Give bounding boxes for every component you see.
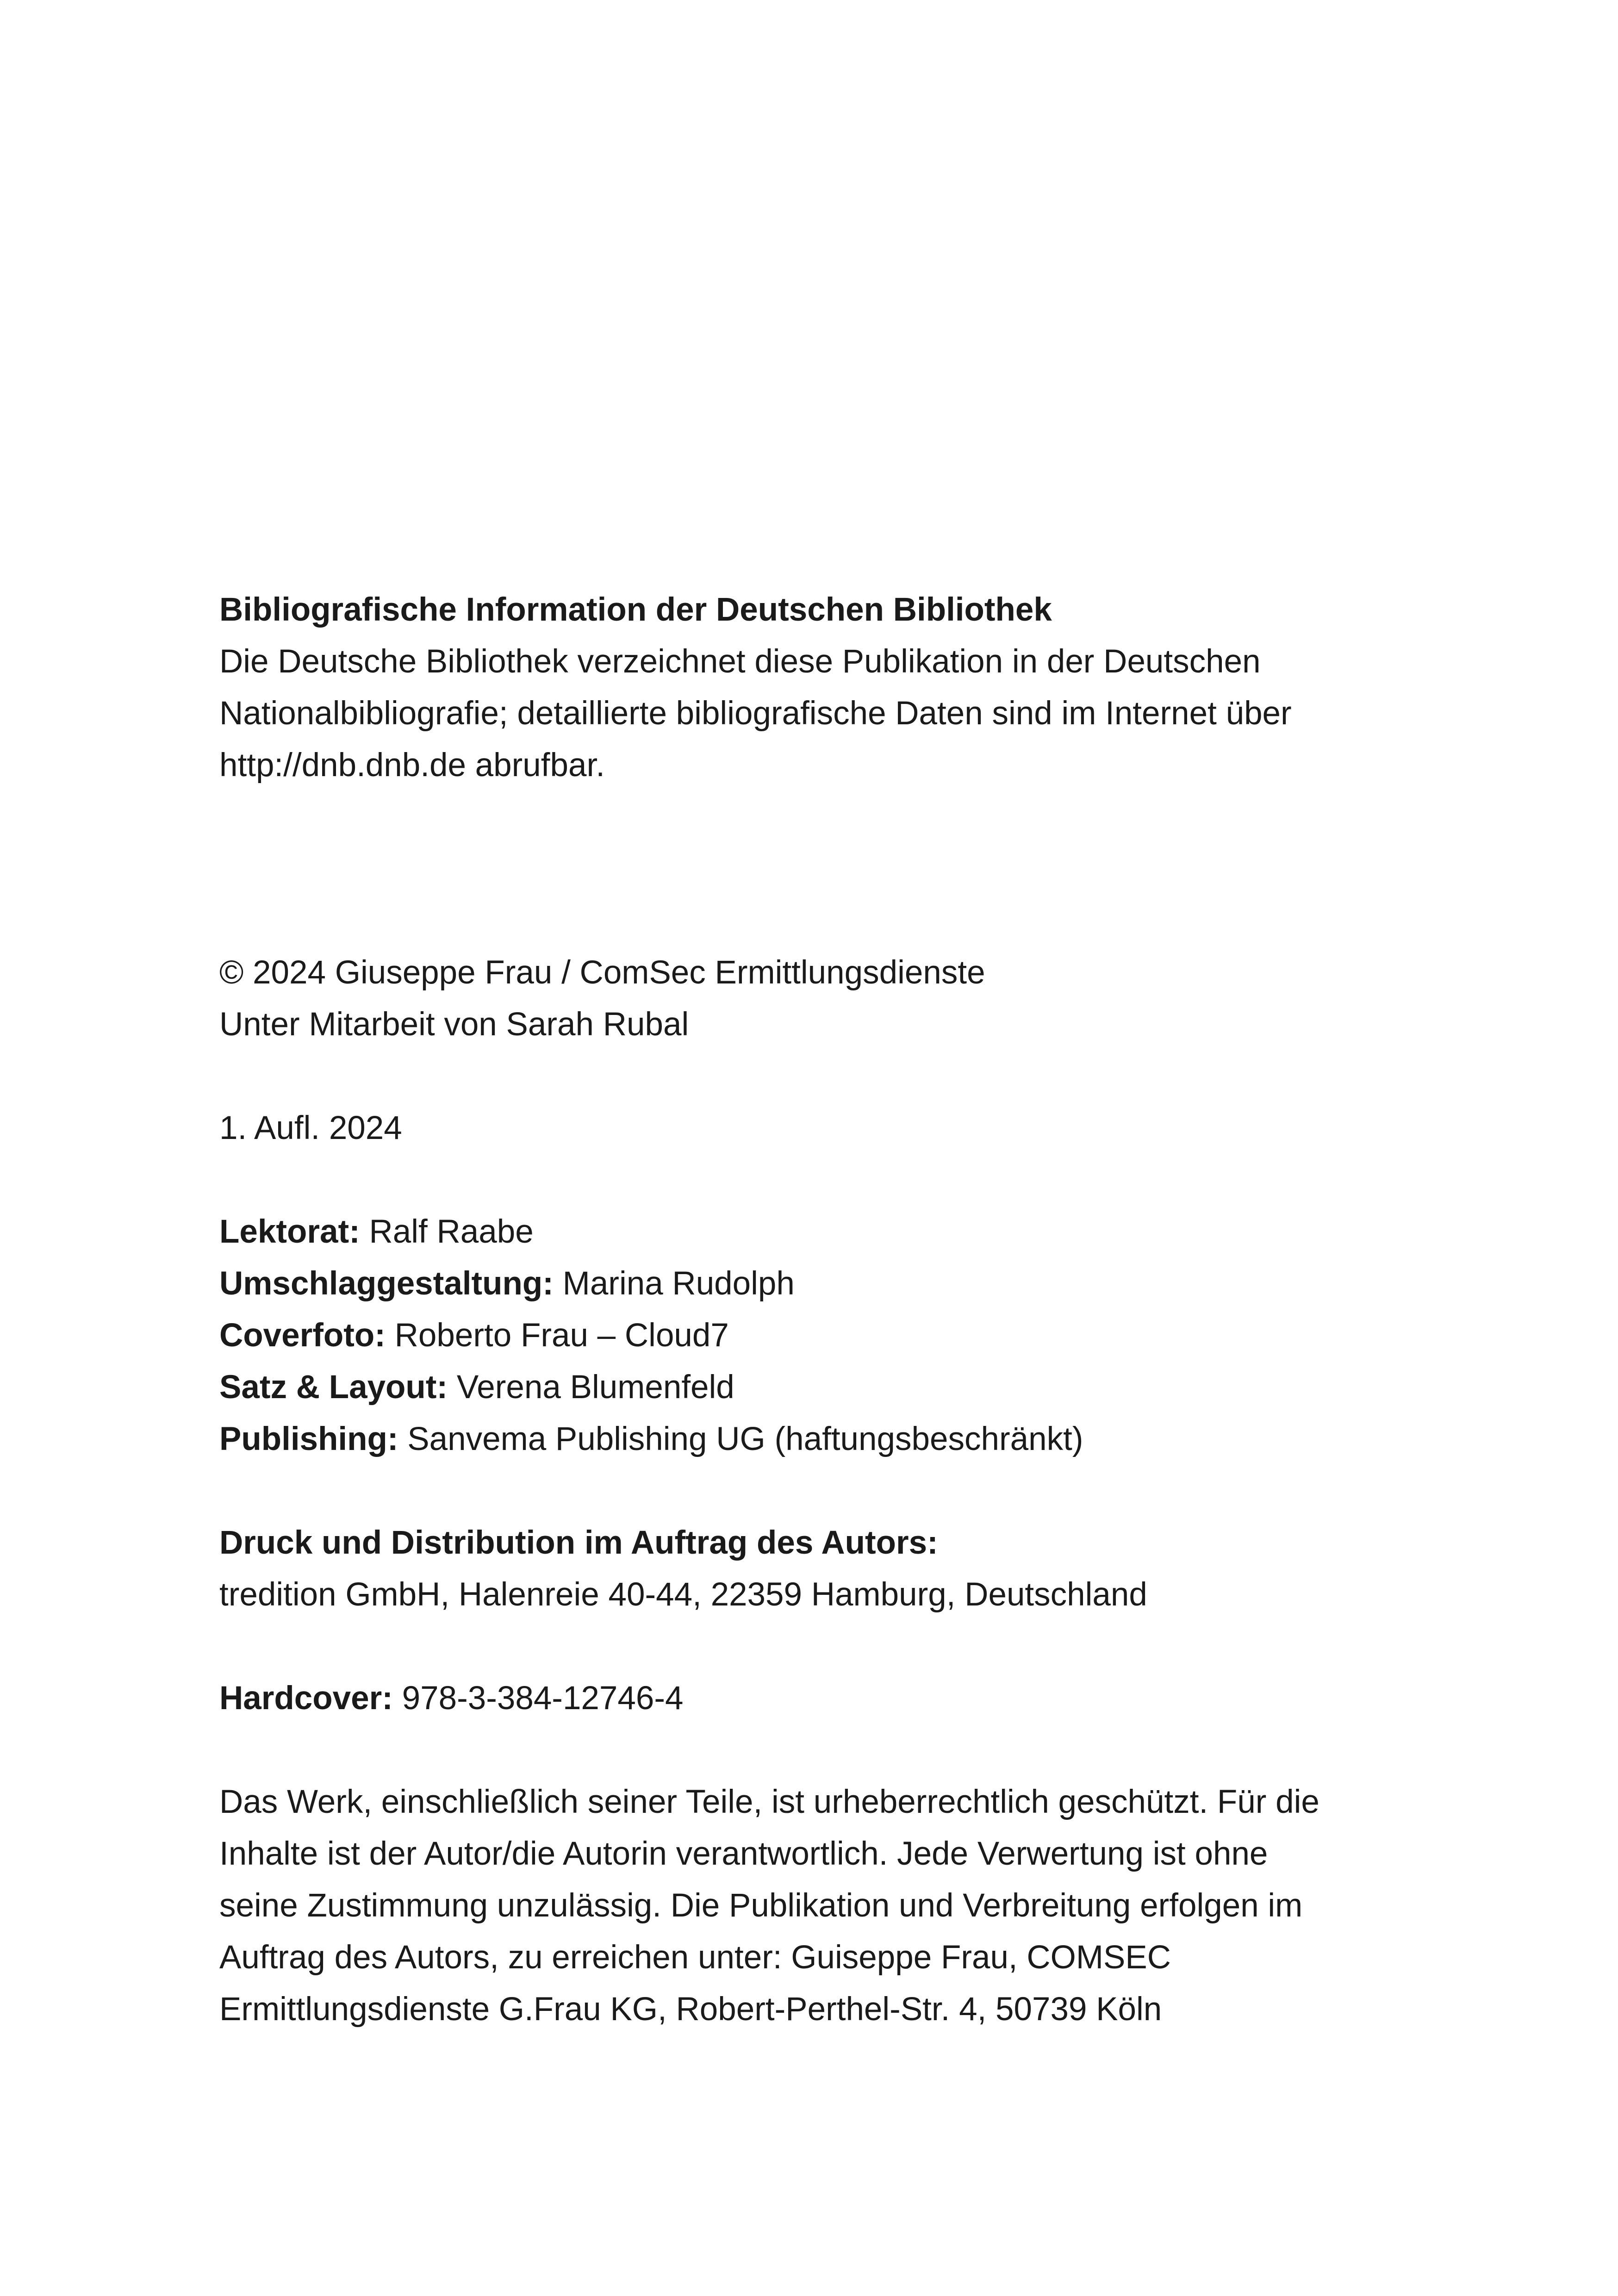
bibliographic-heading: Bibliografische Information der Deutschen Bibliothek (219, 591, 1052, 628)
bibliographic-line: Die Deutsche Bibliothek verzeichnet diese Publikation in der Deutschen (219, 643, 1261, 680)
credit-label: Coverfoto: (219, 1317, 386, 1354)
print-section (219, 1517, 1469, 1621)
imprint-content (219, 584, 1469, 2035)
isbn-row (219, 1673, 1469, 1724)
credit-label: Publishing: (219, 1421, 398, 1457)
spacer (219, 1154, 1469, 1206)
print-heading: Druck und Distribution im Auftrag des Autors: (219, 1524, 938, 1561)
collaboration-line: Unter Mitarbeit von Sarah Rubal (219, 1006, 689, 1043)
credit-row (219, 1413, 1469, 1465)
credit-row (219, 1362, 1469, 1413)
legal-line: Das Werk, einschließlich seiner Teile, ist urheberrechtlich geschützt. Für die (219, 1784, 1319, 1820)
credit-value: Roberto Frau – Cloud7 (394, 1317, 729, 1354)
credit-value: Ralf Raabe (369, 1213, 534, 1250)
credit-label: Lektorat: (219, 1213, 360, 1250)
legal-line: seine Zustimmung unzulässig. Die Publikation und Verbreitung erfolgen im (219, 1887, 1303, 1924)
credit-row (219, 1206, 1469, 1258)
credit-value: Marina Rudolph (562, 1265, 795, 1302)
spacer (219, 1621, 1469, 1673)
spacer (219, 1465, 1469, 1517)
bibliographic-section (219, 584, 1469, 791)
credit-row (219, 1310, 1469, 1362)
legal-line: Auftrag des Autors, zu erreichen unter: Guiseppe Frau, COMSEC (219, 1939, 1171, 1976)
legal-section (219, 1776, 1469, 2035)
spacer (219, 791, 1469, 947)
bibliographic-line: http://dnb.dnb.de abrufbar. (219, 747, 605, 784)
credit-label: Satz & Layout: (219, 1369, 448, 1406)
isbn-value: 978-3-384-12746-4 (402, 1680, 684, 1717)
credit-label: Umschlaggestaltung: (219, 1265, 554, 1302)
bibliographic-line: Nationalbibliografie; detaillierte bibliografische Daten sind im Internet über (219, 695, 1292, 732)
copyright-line: © 2024 Giuseppe Frau / ComSec Ermittlungsdienste (219, 954, 985, 991)
spacer (219, 1724, 1469, 1776)
credits-section (219, 1206, 1469, 1465)
edition-line: 1. Aufl. 2024 (219, 1110, 402, 1146)
legal-line: Ermittlungsdienste G.Frau KG, Robert-Perthel-Str. 4, 50739 Köln (219, 1991, 1162, 2028)
credit-row (219, 1258, 1469, 1310)
legal-line: Inhalte ist der Autor/die Autorin verantwortlich. Jede Verwertung ist ohne (219, 1836, 1268, 1872)
print-address: tredition GmbH, Halenreie 40-44, 22359 Hamburg, Deutschland (219, 1576, 1147, 1613)
copyright-section (219, 947, 1469, 1051)
spacer (219, 1051, 1469, 1102)
isbn-label: Hardcover: (219, 1680, 393, 1717)
credit-value: Verena Blumenfeld (456, 1369, 734, 1406)
credit-value: Sanvema Publishing UG (haftungsbeschränkt) (407, 1421, 1083, 1457)
